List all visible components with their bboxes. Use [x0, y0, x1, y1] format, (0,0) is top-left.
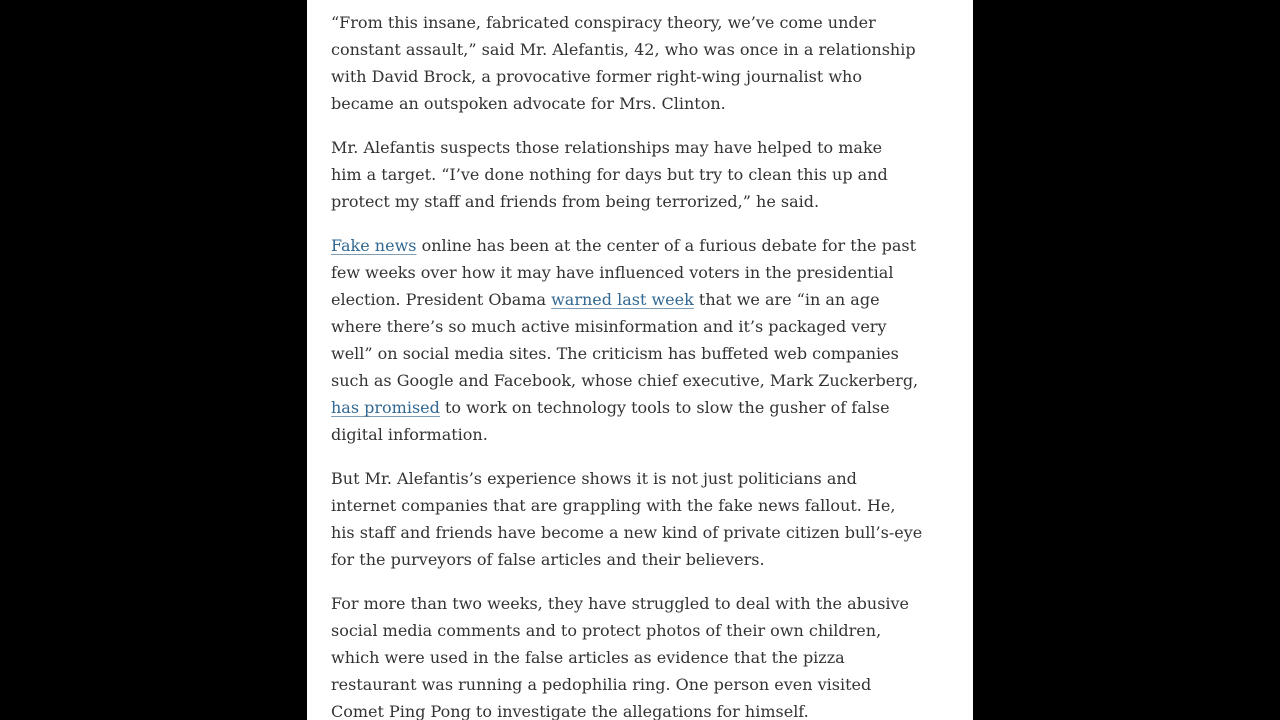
- paragraph-2: [331, 134, 931, 215]
- fake-news-link[interactable]: Fake news: [331, 236, 417, 255]
- text-line: constant assault,” said Mr. Alefantis, 42, who was once in a relationship: [331, 40, 916, 59]
- text-line: became an outspoken advocate for Mrs. Clinton.: [331, 94, 726, 113]
- text-line: few weeks over how it may have influenced voters in the presidential: [331, 263, 894, 282]
- text-line: protect my staff and friends from being terrorized,” he said.: [331, 192, 820, 211]
- text-line: Mr. Alefantis suspects those relationships may have helped to make: [331, 138, 883, 157]
- text-segment: online has been at the center of a furious debate for the past: [416, 236, 916, 255]
- text-line: restaurant was running a pedophilia ring. One person even visited: [331, 675, 872, 694]
- article-body: [331, 9, 931, 720]
- text-line: with David Brock, a provocative former right-wing journalist who: [331, 67, 862, 86]
- text-line: For more than two weeks, they have struggled to deal with the abusive: [331, 594, 910, 613]
- article-page: [307, 0, 973, 720]
- text-line: social media comments and to protect photos of their own children,: [331, 621, 882, 640]
- text-line: digital information.: [331, 425, 488, 444]
- text-line: which were used in the false articles as evidence that the pizza: [331, 648, 845, 667]
- text-line: him a target. “I’ve done nothing for days but try to clean this up and: [331, 165, 888, 184]
- text-line: [331, 232, 931, 259]
- text-line: well” on social media sites. The criticism has buffeted web companies: [331, 344, 899, 363]
- warned-last-week-link[interactable]: warned last week: [551, 290, 694, 309]
- text-line: “From this insane, fabricated conspiracy theory, we’ve come under: [331, 13, 876, 32]
- paragraph-1: [331, 9, 931, 117]
- text-line: Comet Ping Pong to investigate the allegations for himself.: [331, 702, 809, 720]
- text-line: [331, 394, 931, 421]
- text-line: such as Google and Facebook, whose chief executive, Mark Zuckerberg,: [331, 371, 919, 390]
- paragraph-4: [331, 465, 931, 573]
- text-line: But Mr. Alefantis’s experience shows it is not just politicians and: [331, 469, 857, 488]
- has-promised-link[interactable]: has promised: [331, 398, 440, 417]
- text-line: where there’s so much active misinformation and it’s packaged very: [331, 317, 887, 336]
- text-line: [331, 286, 931, 313]
- text-line: for the purveyors of false articles and their believers.: [331, 550, 765, 569]
- paragraph-5: [331, 590, 931, 720]
- text-segment: election. President Obama: [331, 290, 552, 309]
- text-line: internet companies that are grappling with the fake news fallout. He,: [331, 496, 896, 515]
- text-segment: to work on technology tools to slow the gusher of false: [439, 398, 890, 417]
- paragraph-3: [331, 232, 931, 448]
- text-line: his staff and friends have become a new kind of private citizen bull’s-eye: [331, 523, 923, 542]
- text-segment: that we are “in an age: [693, 290, 880, 309]
